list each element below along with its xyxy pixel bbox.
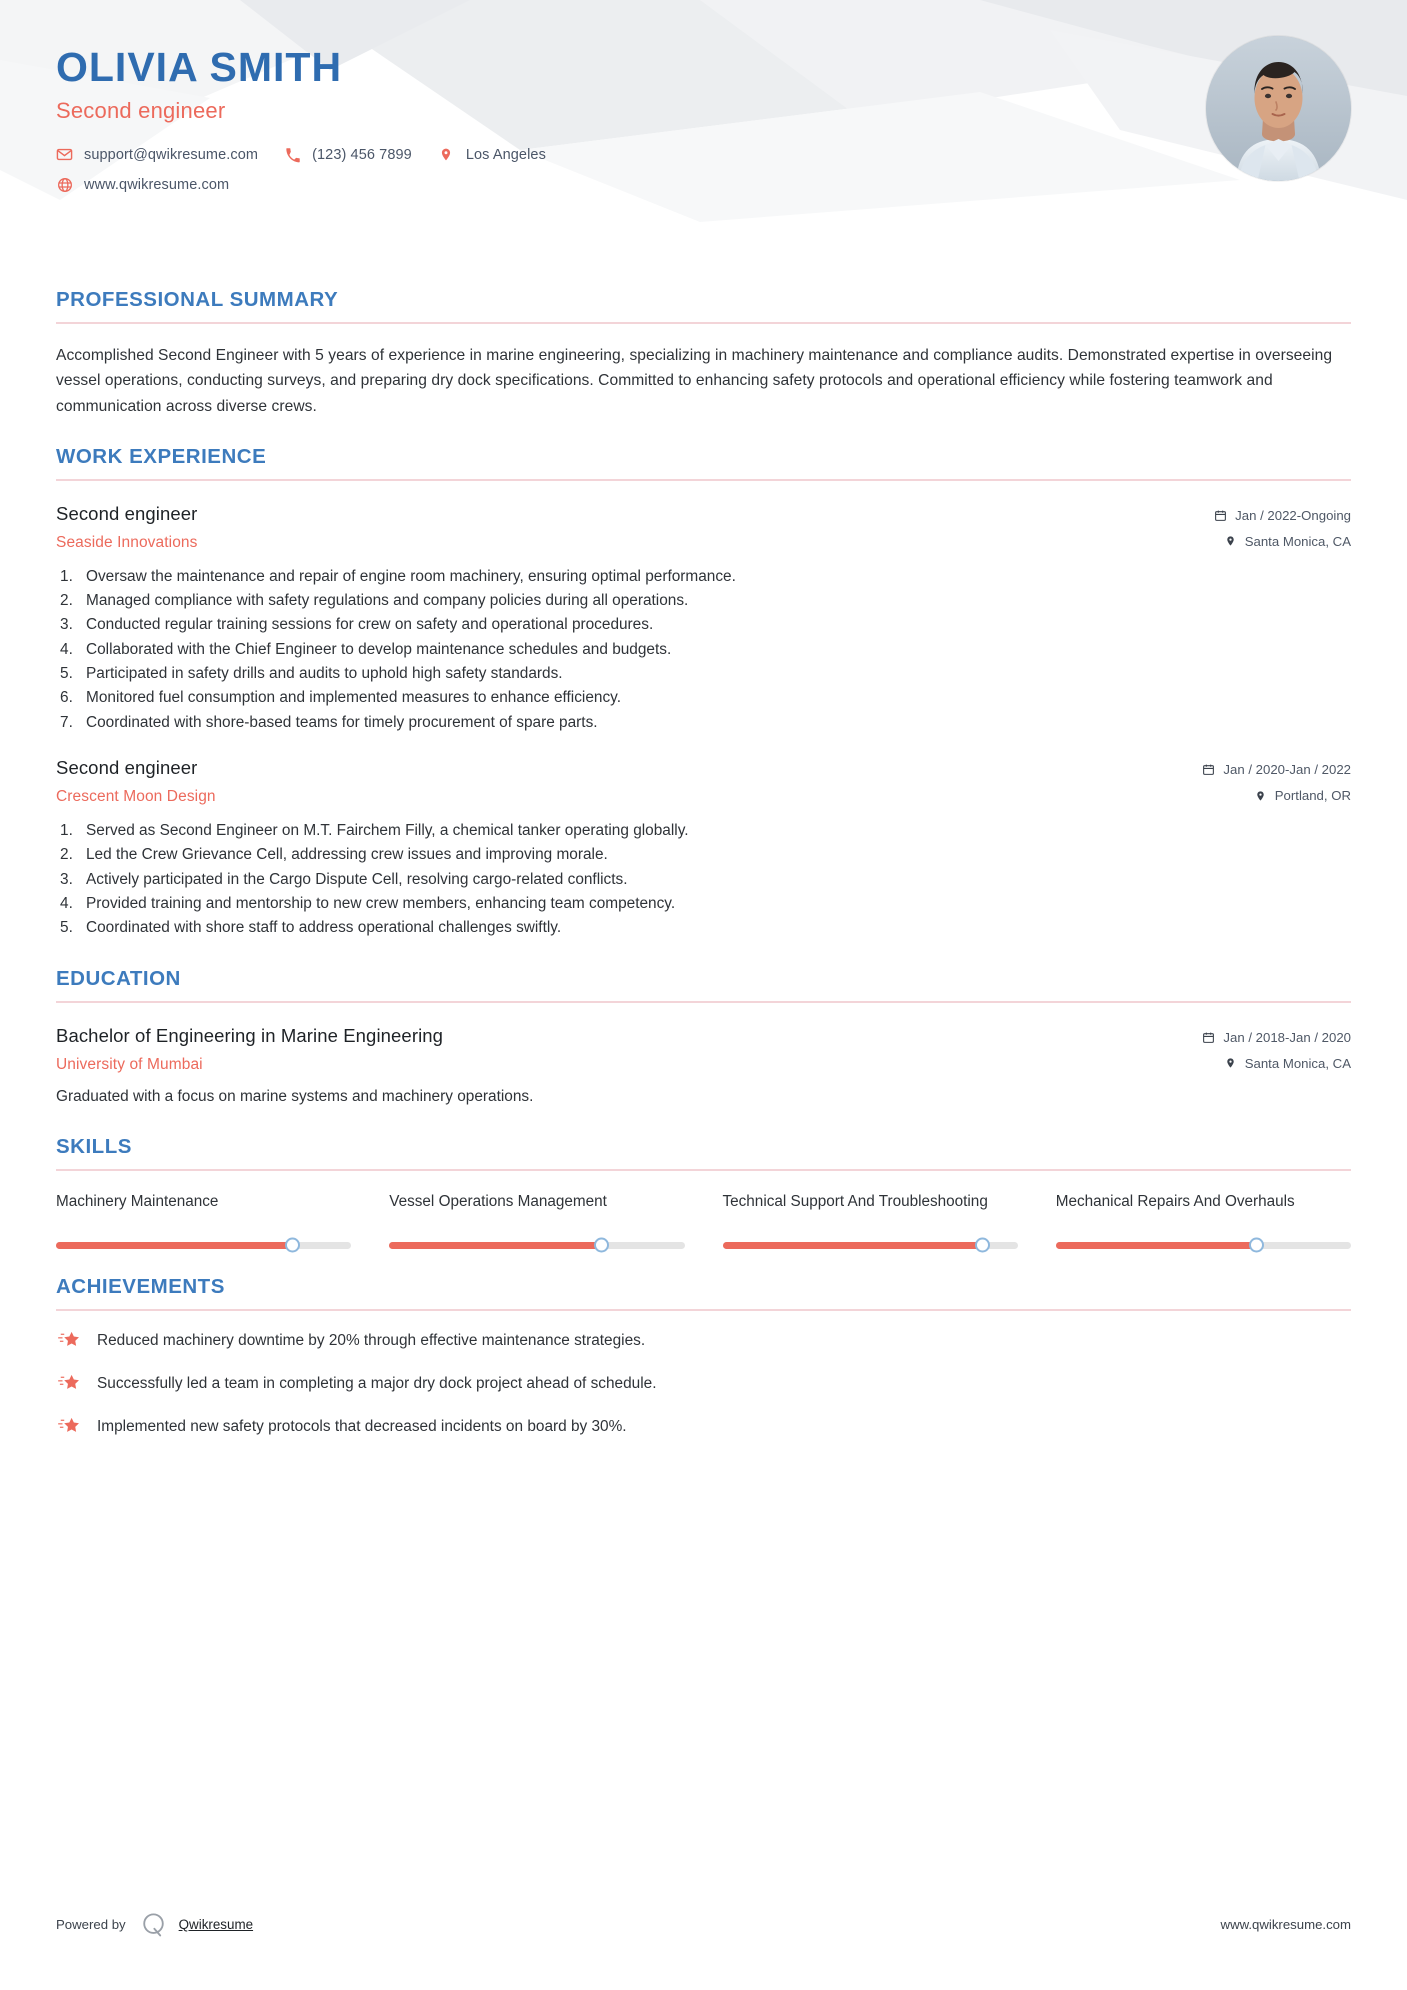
education-dates [1202,1030,1351,1045]
section-title-summary: PROFESSIONAL SUMMARY [56,288,339,311]
skill-label: Technical Support And Troubleshooting [722,1192,988,1210]
list-item: Managed compliance with safety regulations and company policies during all operations. [86,592,689,610]
skill-progress-knob [594,1238,609,1253]
skill-progress-knob [1249,1238,1264,1253]
education-entry-left [56,1025,1202,1074]
section-title-work: WORK EXPERIENCE [56,444,267,468]
candidate-name: OLIVIA SMITH [56,44,343,90]
job-dates [1214,508,1351,523]
candidate-role: Second engineer [56,98,226,124]
section-divider [56,322,1351,324]
work-entry-left [56,503,1214,552]
work-entry-meta [1202,757,1351,803]
education-entry-meta [1202,1025,1351,1071]
company-name: Crescent Moon Design [56,788,216,806]
list-item [56,1415,1351,1438]
list-item: Actively participated in the Cargo Dispute Cell, resolving cargo-related conflicts. [86,870,628,888]
job-dates [1202,762,1351,777]
education-entry-header [56,1025,1351,1074]
footer-branding [56,1911,253,1938]
job-dates-text: Jan / 2022-Ongoing [1235,507,1351,523]
list-item: Conducted regular training sessions for crew on safety and operational procedures. [86,616,654,634]
list-item: Participated in safety drills and audits to uphold high safety standards. [86,665,563,683]
star-icon [56,1416,82,1438]
skill-item [56,1191,351,1249]
work-entry-meta [1214,503,1351,549]
section-divider [56,1001,1351,1003]
resume-header [0,0,1407,262]
star-icon [56,1373,82,1395]
job-title: Second engineer [56,502,198,524]
section-professional-summary [56,288,1351,419]
contact-phone-text: (123) 456 7899 [312,146,412,163]
map-pin-icon [438,146,455,163]
skill-item [389,1191,684,1249]
work-entry-left [56,757,1202,806]
section-divider [56,479,1351,481]
skill-label: Machinery Maintenance [56,1192,219,1210]
list-item: Oversaw the maintenance and repair of engine room machinery, ensuring optimal performance. [86,567,736,585]
institution-name: University of Mumbai [56,1055,203,1073]
work-entry-header [56,503,1351,552]
contact-phone[interactable] [284,146,412,163]
list-item: Served as Second Engineer on M.T. Fairchem Filly, a chemical tanker operating globally. [86,822,689,840]
degree-title: Bachelor of Engineering in Marine Engineering [56,1024,444,1046]
qwikresume-logo-icon [140,1911,167,1938]
globe-icon [56,176,73,193]
skill-progress-knob [285,1238,300,1253]
calendar-icon [1214,508,1227,522]
education-location [1202,1056,1351,1071]
list-item: Coordinated with shore-based teams for timely procurement of spare parts. [86,713,598,731]
job-location [1202,788,1351,803]
skill-progress-fill [723,1242,983,1249]
footer-website[interactable]: www.qwikresume.com [1220,1917,1351,1932]
contact-website[interactable] [56,176,229,193]
skill-item [1056,1191,1351,1249]
work-entry [56,503,1351,735]
job-location-text: Santa Monica, CA [1244,533,1351,549]
skill-progress-bar [723,1242,1018,1249]
education-note: Graduated with a focus on marine systems and machinery operations. [56,1087,534,1105]
achievements-list [56,1329,1351,1438]
education-dates-text: Jan / 2018-Jan / 2020 [1223,1029,1351,1045]
job-bullet-list [56,819,1351,941]
section-title-skills: SKILLS [56,1134,132,1158]
map-pin-icon [1254,789,1267,803]
skill-progress-fill [389,1242,602,1249]
company-name: Seaside Innovations [56,533,198,551]
qwikresume-link[interactable]: Qwikresume [178,1917,254,1932]
achievement-text: Implemented new safety protocols that decreased incidents on board by 30%. [97,1417,627,1435]
job-title: Second engineer [56,757,198,779]
section-skills [56,1135,1351,1249]
skill-progress-knob [975,1238,990,1253]
skills-grid [56,1191,1351,1249]
section-achievements [56,1275,1351,1438]
map-pin-icon [1224,1056,1237,1070]
avatar [1206,36,1351,181]
section-work-experience [56,445,1351,941]
contact-row-primary [56,146,1407,163]
skill-label: Vessel Operations Management [389,1192,607,1210]
job-bullet-list [56,565,1351,735]
list-item: Provided training and mentorship to new crew members, enhancing team competency. [86,895,676,913]
work-entry-header [56,757,1351,806]
page-footer [56,1911,1351,1938]
envelope-icon [56,146,73,163]
list-item: Led the Crew Grievance Cell, addressing crew issues and improving morale. [86,846,608,864]
job-location-text: Portland, OR [1274,788,1351,804]
powered-by-label: Powered by [56,1917,126,1932]
resume-body [0,288,1407,1438]
section-education [56,967,1351,1109]
education-location-text: Santa Monica, CA [1244,1055,1351,1071]
achievement-text: Reduced machinery downtime by 20% through effective maintenance strategies. [97,1331,646,1349]
star-icon [56,1330,82,1352]
skill-progress-bar [389,1242,684,1249]
job-dates-text: Jan / 2020-Jan / 2022 [1223,762,1351,778]
section-title-achievements: ACHIEVEMENTS [56,1274,225,1298]
list-item [56,1372,1351,1395]
work-entry [56,757,1351,941]
contact-email[interactable] [56,146,258,163]
skill-label: Mechanical Repairs And Overhauls [1055,1192,1295,1210]
contact-row-secondary [56,176,1407,193]
calendar-icon [1202,1030,1215,1044]
contact-website-text: www.qwikresume.com [84,176,230,193]
contact-details [56,146,1407,193]
skill-item [723,1191,1018,1249]
phone-icon [284,146,301,163]
contact-location [438,146,546,163]
skill-progress-fill [56,1242,292,1249]
skill-progress-fill [1056,1242,1257,1249]
section-divider [56,1309,1351,1311]
skill-progress-bar [1056,1242,1351,1249]
education-entry [56,1025,1351,1109]
list-item: Collaborated with the Chief Engineer to develop maintenance schedules and budgets. [86,640,672,658]
contact-email-text: support@qwikresume.com [84,146,259,163]
summary-text: Accomplished Second Engineer with 5 years of experience in marine engineering, specializing in machinery maintenance and compliance audits. Demonstrated expertise in overseeing vessel operations, conducting surveys, and preparing dry dock specifications. Committed to enhancing safety protocols and operational efficiency while fostering teamwork and communication across diverse crews. [56,347,1333,415]
list-item [56,1329,1351,1352]
achievement-text: Successfully led a team in completing a major dry dock project ahead of schedule. [97,1374,657,1392]
section-divider [56,1169,1351,1171]
list-item: Monitored fuel consumption and implemented measures to enhance efficiency. [86,689,621,707]
skill-progress-bar [56,1242,351,1249]
map-pin-icon [1224,534,1237,548]
contact-location-text: Los Angeles [465,146,546,163]
list-item: Coordinated with shore staff to address operational challenges swiftly. [86,919,562,937]
section-title-education: EDUCATION [56,966,181,990]
job-location [1214,534,1351,549]
calendar-icon [1202,763,1215,777]
